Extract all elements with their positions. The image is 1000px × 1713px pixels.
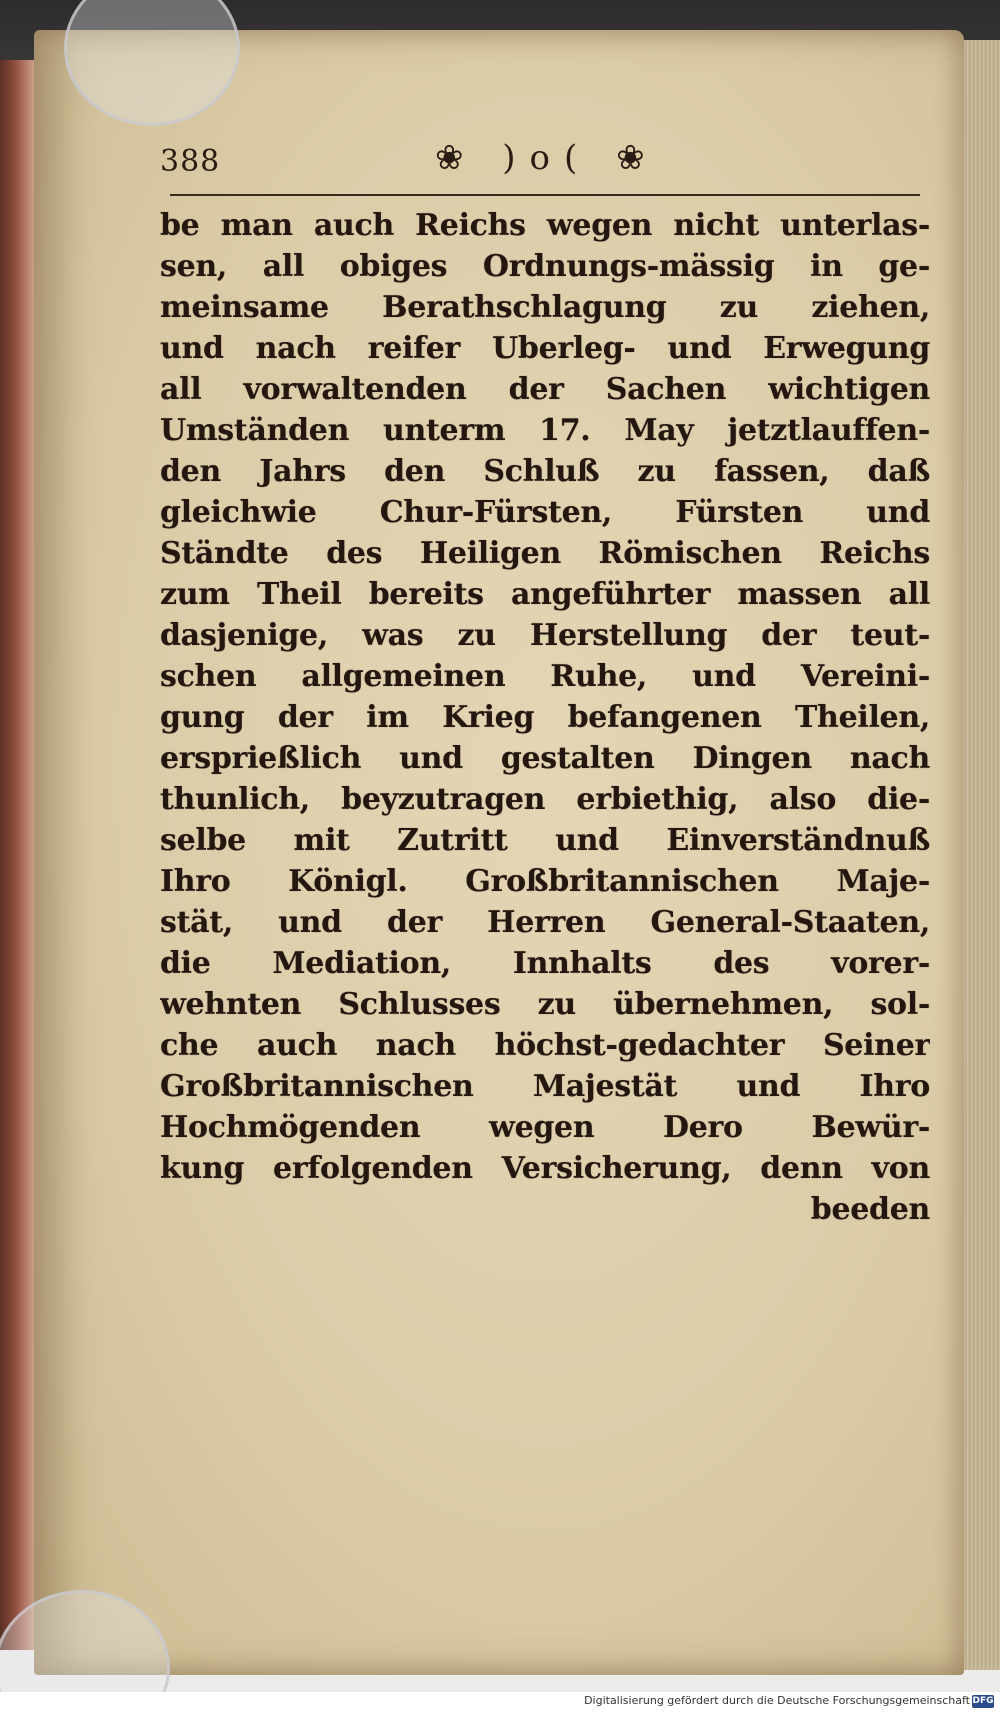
text-line: zum Theil bereits angeführter massen all [160, 577, 930, 612]
text-line: kung erfolgenden Versicherung, denn von [160, 1151, 930, 1186]
text-line: che auch nach höchst-gedachter Seiner [160, 1028, 930, 1063]
text-line: gleichwie Chur-Fürsten, Fürsten und [160, 495, 930, 530]
text-line: Großbritannischen Majestät und Ihro [160, 1069, 930, 1104]
text-line: be man auch Reichs wegen nicht unterlas- [160, 208, 930, 243]
text-line: stät, und der Herren General-Staaten, [160, 905, 930, 940]
text-line: Umständen unterm 17. May jetztlauffen- [160, 413, 930, 448]
text-line: wehnten Schlusses zu übernehmen, sol- [160, 987, 930, 1022]
text-line: ersprießlich und gestalten Dingen nach [160, 741, 930, 776]
funding-credit: Digitalisierung gefördert durch die Deutsche Forschungsgemeinschaft [584, 1694, 970, 1707]
text-line: gung der im Krieg befangenen Theilen, [160, 700, 930, 735]
page-number: 388 [160, 144, 221, 179]
text-line: Ihro Königl. Großbritannischen Maje- [160, 864, 930, 899]
header-rule [170, 194, 920, 196]
text-line: die Mediation, Innhalts des vorer- [160, 946, 930, 981]
text-line: thunlich, beyzutragen erbiethig, also die- [160, 782, 930, 817]
text-line: all vorwaltenden der Sachen wichtigen [160, 372, 930, 407]
text-line: schen allgemeinen Ruhe, und Vereini- [160, 659, 930, 694]
text-line: selbe mit Zutritt und Einverständnuß [160, 823, 930, 858]
text-line: Hochmögenden wegen Dero Bewür- [160, 1110, 930, 1145]
text-line: meinsame Berathschlagung zu ziehen, [160, 290, 930, 325]
dfg-logo-icon: DFG [972, 1696, 994, 1706]
book-cover-edge [0, 60, 34, 1650]
text-line: sen, all obiges Ordnungs-mässig in ge- [160, 249, 930, 284]
text-line: dasjenige, was zu Herstellung der teut- [160, 618, 930, 653]
body-text [160, 205, 930, 1230]
text-line: Ständte des Heiligen Römischen Reichs [160, 536, 930, 571]
header-ornament: ❀ )o( ❀ [435, 138, 659, 178]
text-line: den Jahrs den Schluß zu fassen, daß [160, 454, 930, 489]
text-line: und nach reifer Uberleg- und Erwegung [160, 331, 930, 366]
clip-mark-top [64, 0, 240, 126]
page-header [160, 138, 925, 198]
catchword: beeden [810, 1192, 930, 1227]
